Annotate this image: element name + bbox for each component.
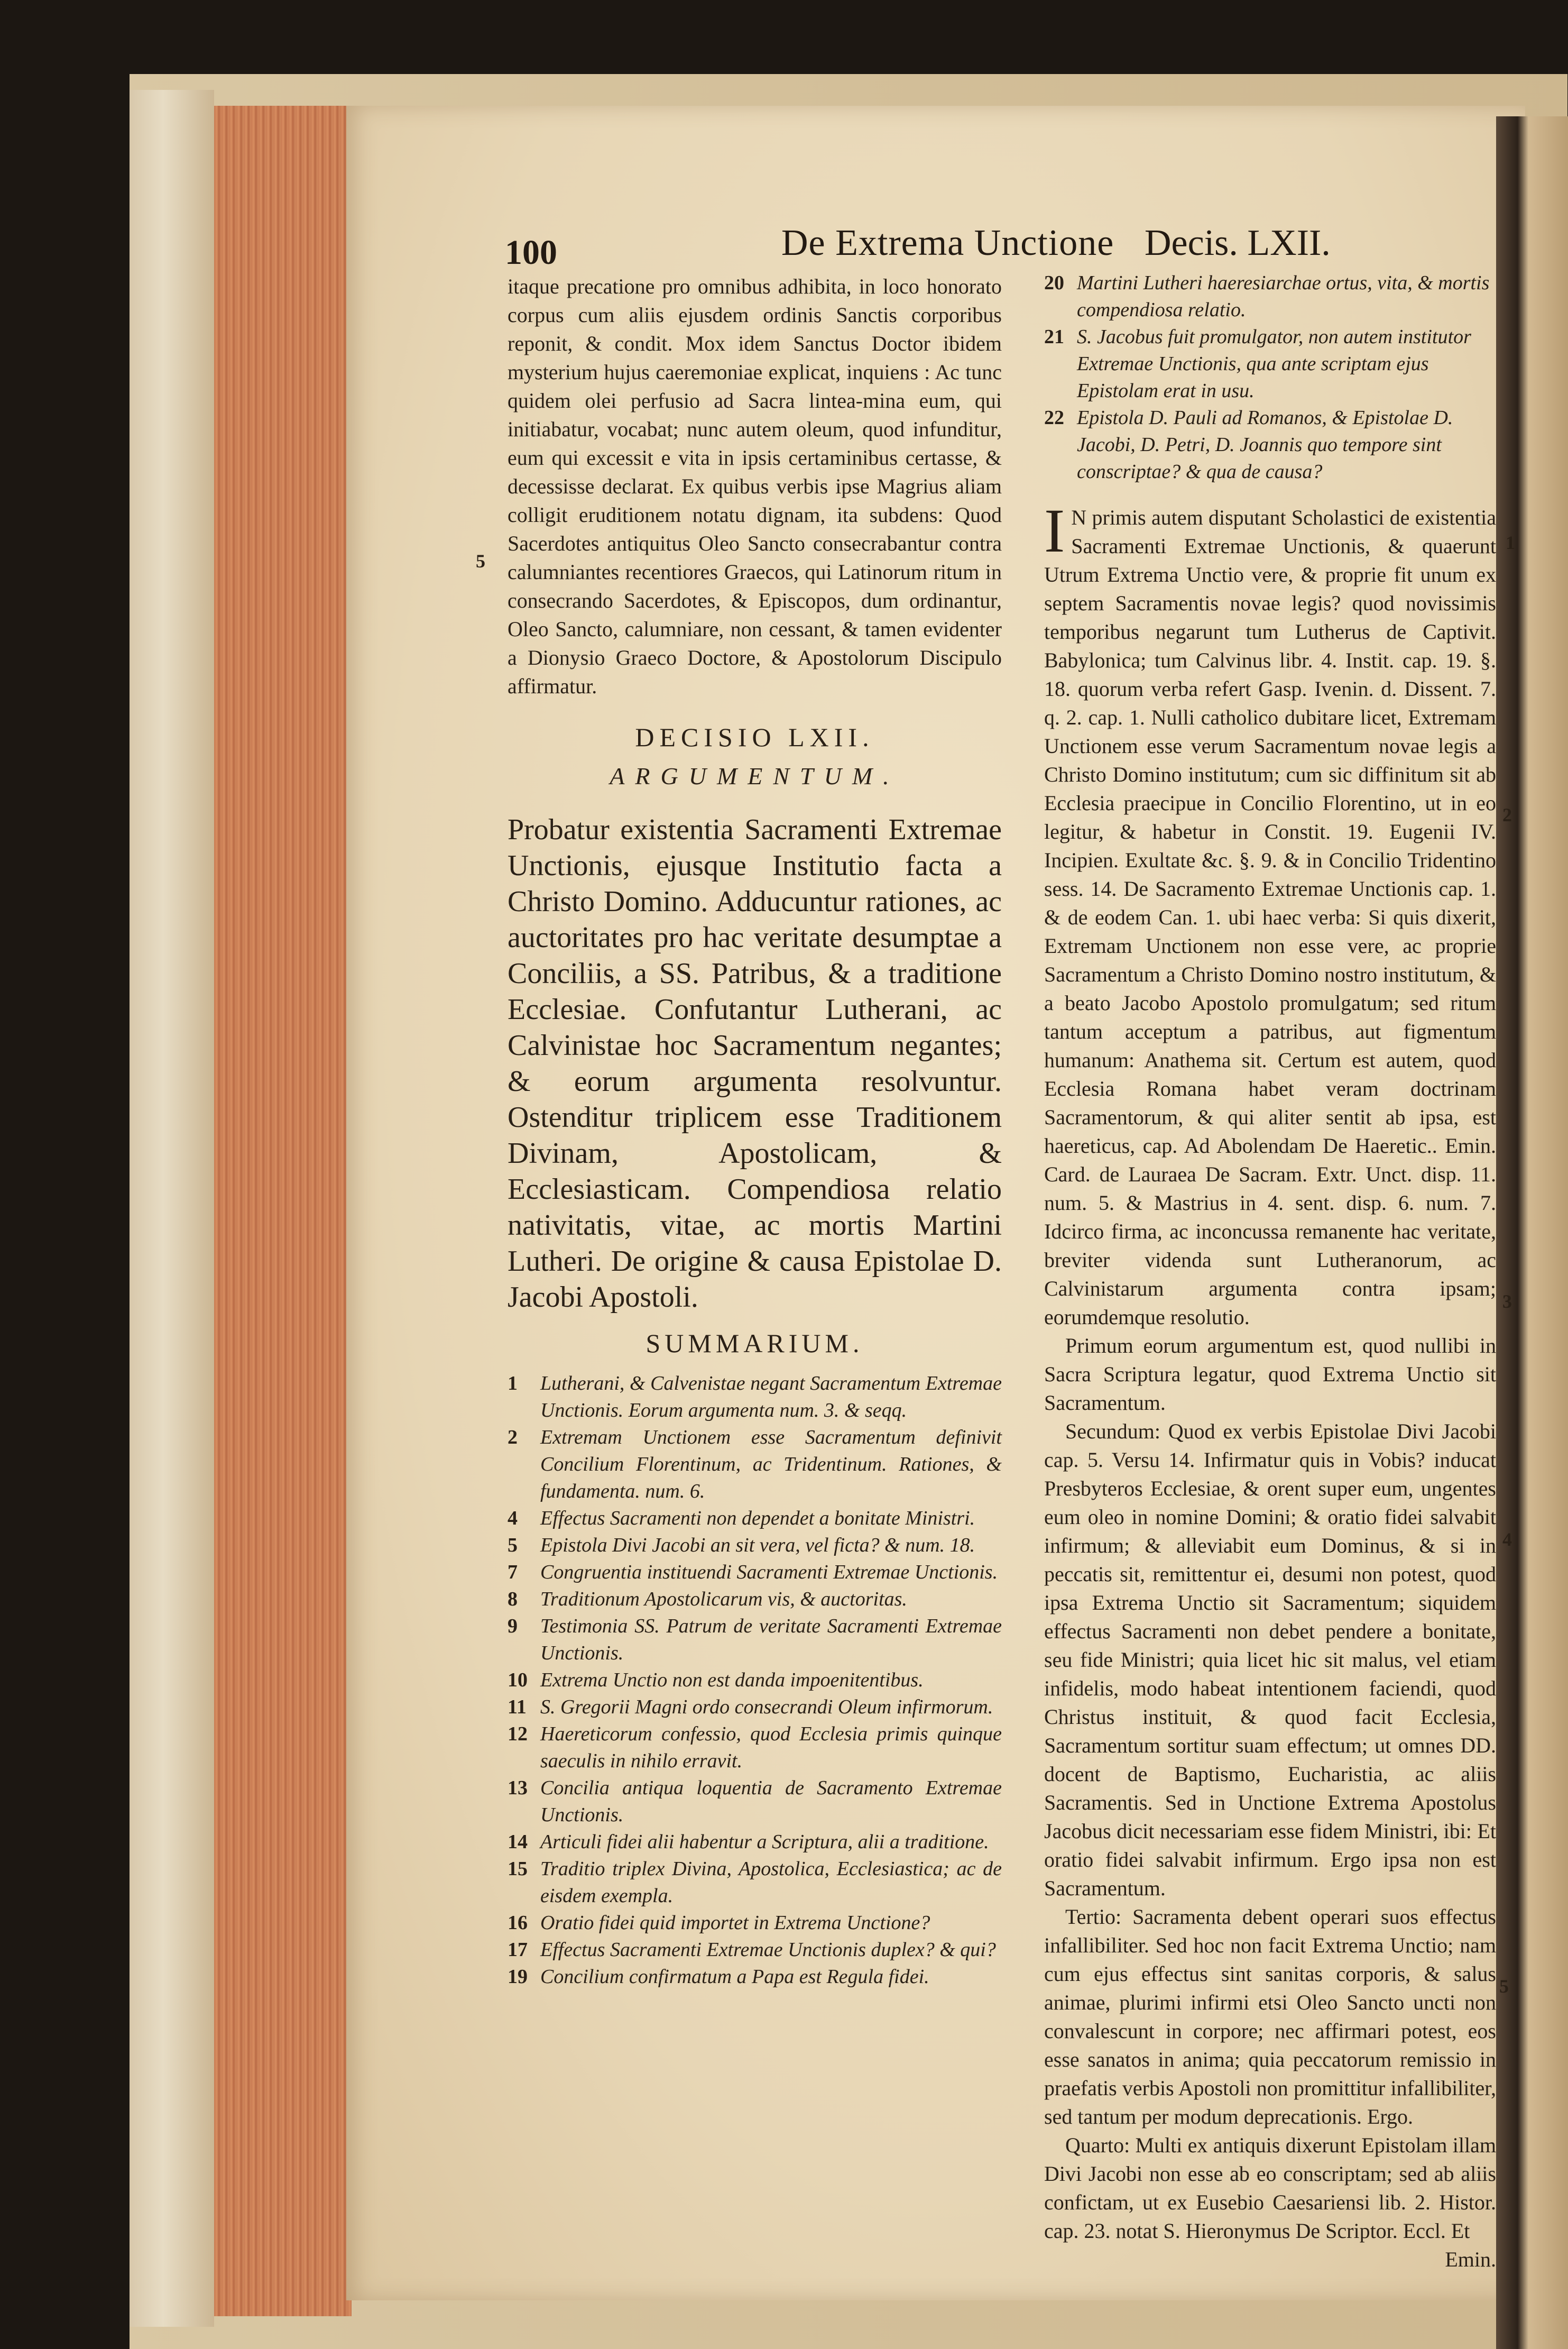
summary-item [508, 1586, 1002, 1613]
summary-item [508, 1721, 1002, 1775]
summary-item-text: Extrema Unctio non est danda impoenitentibus. [540, 1669, 924, 1691]
summary-item [508, 1937, 1002, 1963]
intro-paragraph: itaque precatione pro omnibus adhibita, in loco honorato corpus cum aliis ejusdem ordinis Sanctis corporibus reponit, & condit. Mox idem Sanctus Doctor ibidem mysterium hujus caeremoniae explicat, inquiens : Ac tunc quidem olei perfusio ad Sacra lintea-mina eum, qui initiabatur, vocabat; nunc autem oleum, quod infunditur, eum qui excessit e vita in ipsis certaminibus certasse, & decessisse declarat. Ex quibus verbis ipse Magrius aliam colligit eruditionem notatu dignam, ita subdens: Quod Sacerdotes antiquitus Oleo Sancto consecrabantur contra calumniantes recentiores Graecos, qui Latinorum ritum in consecrando Sacerdotes, & Episcopos, dum ordinantur, Oleo Sancto, calumniare, non cessant, & tamen evidenter a Dionysio Graeco Doctore, & Apostolorum Discipulo affirmatur. [508, 274, 1002, 698]
summary-item-text: Traditio triplex Divina, Apostolica, Ecclesiastica; ac de eisdem exempla. [540, 1858, 1002, 1907]
summary-item-number: 13 [508, 1777, 528, 1799]
summary-item-number: 7 [508, 1561, 518, 1583]
summary-item-text: Martini Lutheri haeresiarchae ortus, vita, & mortis compendiosa relatio. [1077, 272, 1490, 321]
page-edges [214, 106, 352, 2316]
summary-item [508, 1505, 1002, 1532]
summary-item-number: 20 [1044, 272, 1064, 294]
summary-item-text: Testimonia SS. Patrum de veritate Sacramenti Extremae Unctionis. [540, 1615, 1002, 1664]
margin-note: 2 [1502, 804, 1512, 825]
catchword: Emin. [1445, 2247, 1496, 2271]
summary-item-text: S. Gregorii Magni ordo consecrandi Oleum infirmorum. [540, 1696, 993, 1718]
summary-item-number: 17 [508, 1939, 528, 1961]
paragraph-1-text: N primis autem disputant Scholastici de existentia Sacramenti Extremae Unctionis, & quaerunt Utrum Extrema Unctio vere, & proprie fit unum ex septem Sacramentis novae legis? quod novissimis temporibus negarunt tum Lutherus de Captivit. Babylonica; tum Calvinus libr. 4. Instit. cap. 19. §. 18. quorum verba refert Gasp. Ivenin. d. Dissent. 7. q. 2. cap. 1. Nulli catholico dubitare licet, Extremam Unctionem esse verum Sacramentum novae legis a Christo Domino institutum; cum sic diffinitum sit ab Ecclesia praecipue in Concilio Florentino, ut in eo legitur, & habetur in Constit. 19. Eugenii IV. Incipien. Exultate &c. §. 9. & in Concilio Tridentino sess. 14. De Sacramento Extremae Unctionis cap. 1. & de eodem Can. 1. ubi haec verba: Si quis dixerit, Extremam Unctionem non esse vere, ac proprie Sacramentum a Christo Domino nostro institutum, & a beato Jacobo Apostolo promulgatum; sed ritum tantum acceptum a patribus, aut figmentum humanum: Anathema sit. Certum est autem, quod Ecclesia Romana habet veram doctrinam Sacramentorum, & qui aliter sentit ab ipsa, est haereticus, cap. Ad Abolendam De Haeretic.. Emin. Card. de Lauraea De Sacram. Extr. Unct. disp. 11. num. 5. & Mastrius in 4. sent. disp. 6. num. 7. Idcirco firma, ac inconcussa remanente hac veritate, breviter videnda sunt Lutheranorum, ac Calvinistarum argumenta contra ipsam; eorumdemque resolutio. [1044, 506, 1496, 1329]
margin-note: 5 [476, 550, 485, 572]
summary-item [1044, 405, 1496, 485]
summarium-heading: SUMMARIUM. [645, 1328, 864, 1358]
summary-item-number: 1 [508, 1372, 518, 1394]
summary-list-continued [1044, 270, 1496, 485]
paragraph-1 [1044, 496, 1496, 1332]
summary-item-number: 11 [508, 1696, 527, 1718]
left-column [508, 272, 1002, 1990]
summary-item-number: 12 [508, 1723, 528, 1745]
summary-item-number: 4 [508, 1507, 518, 1529]
summary-item [508, 1694, 1002, 1721]
summary-item-text: Lutherani, & Calvenistae negant Sacramentum Extremae Unctionis. Eorum argumenta num. 3. & seqq. [540, 1372, 1002, 1421]
paragraph-4: Tertio: Sacramenta debent operari suos effectus infallibiliter. Sed hoc non facit Extrema Unctio; nam cum ejus effectus sint sanitas corporis, & salus animae, plurimi infirmi etsi Oleo Sancto uncti non convalescunt in corpore; nec affirmari potest, eos esse sanatos in anima; quia peccatorum remissio in praefatis verbis Apostoli non promittitur infallibiliter, sed tantum per modum deprecationis. Ergo. [1044, 1905, 1496, 2128]
summary-item [1044, 324, 1496, 405]
margin-note: 3 [1502, 1291, 1512, 1312]
summary-item [508, 1963, 1002, 1990]
summary-item-text: Congruentia instituendi Sacramenti Extremae Unctionis. [540, 1561, 998, 1583]
paragraph-5: Quarto: Multi ex antiquis dixerunt Epistolam illam Divi Jacobi non esse ab eo conscriptam; sed ab aliis confictam, ut ex Eusebio Caesariensi lib. 2. Histor. cap. 23. notat S. Hieronymus De Scriptor. Eccl. Et [1044, 2133, 1496, 2243]
summary-item-text: Haereticorum confessio, quod Ecclesia primis quinque saeculis in nihilo erravit. [540, 1723, 1002, 1772]
summary-item-number: 14 [508, 1831, 528, 1853]
summary-item-text: Epistola Divi Jacobi an sit vera, vel ficta? & num. 18. [540, 1534, 975, 1556]
summary-item-number: 16 [508, 1912, 528, 1934]
summary-item-number: 22 [1044, 407, 1064, 429]
summary-item-number: 15 [508, 1858, 528, 1880]
summary-item-text: Effectus Sacramenti non dependet a bonitate Ministri. [540, 1507, 975, 1529]
page-number: 100 [505, 233, 557, 272]
summary-item-text: Concilia antiqua loquentia de Sacramento Extremae Unctionis. [540, 1777, 1002, 1826]
summary-item-number: 10 [508, 1669, 528, 1691]
summary-item-text: Epistola D. Pauli ad Romanos, & Epistolae D. Jacobi, D. Petri, D. Joannis quo tempore sint conscriptae? & qua de causa? [1077, 407, 1453, 483]
summary-item [508, 1532, 1002, 1559]
summary-item-text: Extremam Unctionem esse Sacramentum definivit Concilium Florentinum, ac Tridentinum. Rationes, & fundamenta. num. 6. [540, 1426, 1002, 1502]
running-title: De Extrema Unctione [781, 223, 1114, 263]
margin-note: 1 [1506, 532, 1515, 553]
summary-item [508, 1775, 1002, 1829]
paragraph-2: Primum eorum argumentum est, quod nullibi in Sacra Scriptura legatur, quod Extrema Unctio sit Sacramentum. [1044, 1334, 1496, 1415]
summary-item-text: Traditionum Apostolicarum vis, & auctoritas. [540, 1588, 907, 1610]
summary-item-text: S. Jacobus fuit promulgator, non autem institutor Extremae Unctionis, qua ante scriptam ejus Epistolam erat in usu. [1077, 326, 1471, 402]
summary-item-number: 21 [1044, 326, 1064, 348]
summary-item [508, 1424, 1002, 1505]
drop-cap: I [1044, 496, 1065, 565]
summary-item [508, 1667, 1002, 1694]
summary-item [508, 1910, 1002, 1937]
summary-item [508, 1829, 1002, 1856]
summary-item-number: 19 [508, 1966, 528, 1988]
summary-item-text: Effectus Sacramenti Extremae Unctionis duplex? & qui? [540, 1939, 996, 1961]
summary-item-text: Articuli fidei alii habentur a Scriptura, alii a traditione. [540, 1831, 989, 1853]
summary-item-number: 8 [508, 1588, 518, 1610]
cover-edge [130, 90, 214, 2327]
margin-note: 4 [1502, 1529, 1512, 1550]
right-column [1044, 270, 1496, 2274]
summary-list [508, 1370, 1002, 1990]
paragraph-3: Secundum: Quod ex verbis Epistolae Divi Jacobi cap. 5. Versu 14. Infirmatur quis in Vobis? inducat Presbyteros Ecclesiae, & orent super eum, ungentes eum oleo in nomine Domini; & oratio fidei salvabit infirmum; & alleviabit eum Dominus, & si in peccatis sit, remittentur ei, desumi non potest, quod ipsa Extrema Unctio sit Sacramentum; siquidem effectus Sacramenti non debet pendere a bonitate, seu fide Ministri; quia licet hic sit malus, vel etiam infidelis, modo habeat intentionem faciendi, quod Christus instituit, & quod facit Ecclesia, Sacramentum sortitur suam effectum; ut omnes DD. docent de Baptismo, Eucharistia, ac aliis Sacramentis. Sed in Unctione Extrema Apostolus Jacobus dicit necessariam esse fidem Ministri, ibi: Et oratio fidei salvabit infirmum. Ergo ipsa non est Sacramentum. [1044, 1419, 1496, 1900]
body-text [1044, 496, 1496, 2274]
summary-item-number: 2 [508, 1426, 518, 1448]
summary-item-number: 5 [508, 1534, 518, 1556]
decision-label: Decis. LXII. [1145, 223, 1331, 263]
summary-item [508, 1856, 1002, 1910]
book-gutter [1496, 116, 1568, 2349]
summary-item [508, 1613, 1002, 1667]
decisio-heading: DECISIO LXII. [635, 722, 874, 752]
summary-item [508, 1370, 1002, 1424]
summary-item [508, 1559, 1002, 1586]
summary-item-text: Oratio fidei quid importet in Extrema Unctione? [540, 1912, 930, 1934]
summary-item [1044, 270, 1496, 324]
summary-item-text: Concilium confirmatum a Papa est Regula fidei. [540, 1966, 929, 1988]
argumentum-text: Probatur existentia Sacramenti Extremae Unctionis, ejusque Institutio facta a Christo Domino. Adducuntur rationes, ac auctoritates pro hac veritate desumptae a Conciliis, a SS. Patribus, & a traditione Ecclesiae. Confutantur Lutherani, ac Calvinistae hoc Sacramentum negantes; & eorum argumenta resolvuntur. Ostenditur triplicem esse Traditionem Divinam, Apostolicam, & Ecclesiasticam. Compendiosa relatio nativitatis, vitae, ac mortis Martini Lutheri. De origine & causa Epistolae D. Jacobi Apostoli. [508, 813, 1002, 1314]
summary-item-number: 9 [508, 1615, 518, 1637]
margin-note: 5 [1499, 1976, 1509, 1997]
argumentum-heading: ARGUMENTUM. [610, 763, 900, 790]
